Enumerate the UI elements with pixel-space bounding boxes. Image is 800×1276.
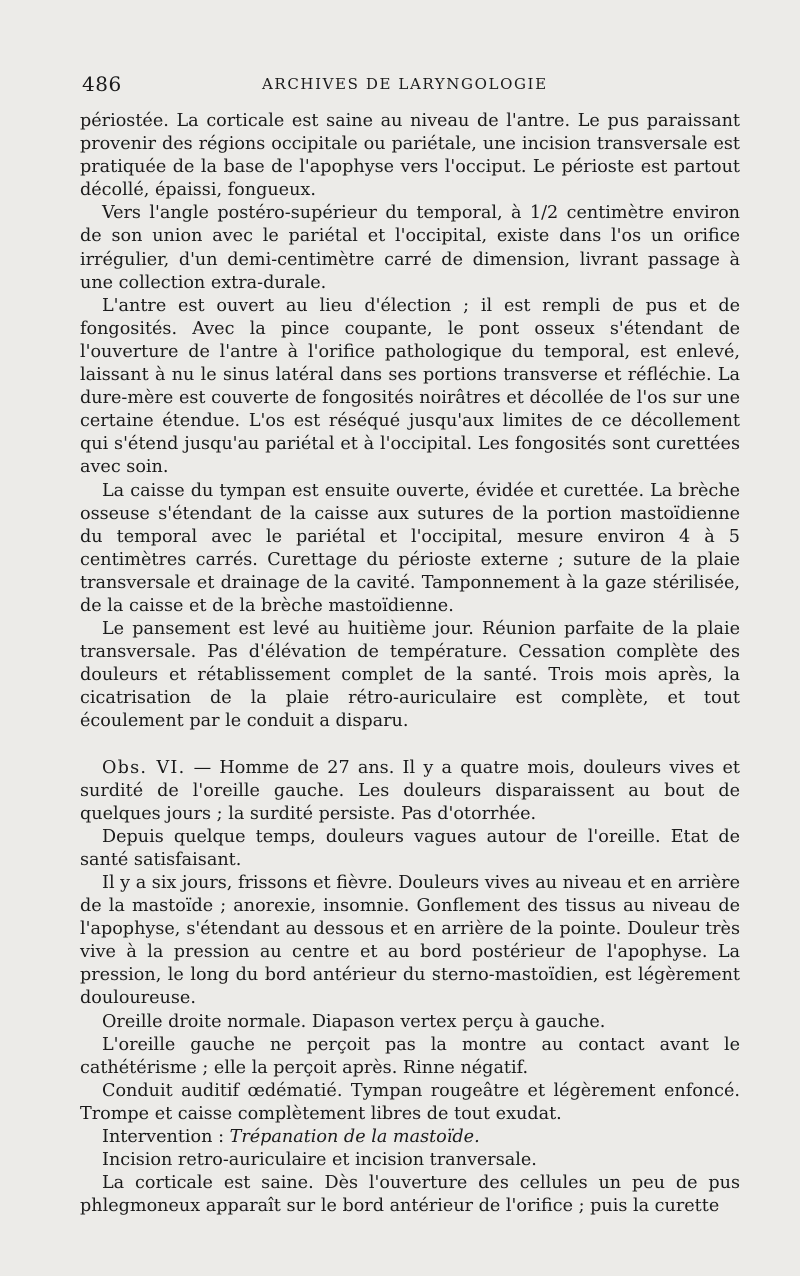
paragraph: périostée. La corticale est saine au niveau de l'antre. Le pus paraissant provenir des régions occipitale ou pariétale, une incision transversale est pratiquée de la base de l'apophyse vers l'occiput. Le périoste est partout décollé, épaissi, fongueux. <box>80 111 740 201</box>
observation-paragraph <box>80 757 740 826</box>
observation-label: Obs. VI. <box>102 757 186 778</box>
paragraph: Depuis quelque temps, douleurs vagues autour de l'oreille. Etat de santé satisfaisant. <box>80 826 740 870</box>
running-head: ARCHIVES DE LARYNGOLOGIE <box>262 75 548 93</box>
body-text <box>80 110 740 1218</box>
paragraph: Le pansement est levé au huitième jour. Réunion parfaite de la plaie transversale. Pas d'élévation de température. Cessation complète des douleurs et rétablissement complet de la santé. Trois mois après, la cicatrisation de la plaie rétro-auriculaire est complète, et tout écoulement par le conduit a disparu. <box>80 619 740 732</box>
observation-text: — Homme de 27 ans. Il y a quatre mois, douleurs vives et surdité de l'oreille gauche. Les douleurs disparaissent au bout de quelques jours ; la surdité persiste. Pas d'otorrhée. <box>80 757 741 824</box>
paragraph: L'oreille gauche ne perçoit pas la montre au contact avant le cathétérisme ; elle la perçoit après. Rinne négatif. <box>80 1034 740 1078</box>
intervention-paragraph <box>80 1126 740 1149</box>
paragraph: La caisse du tympan est ensuite ouverte, évidée et curettée. La brèche osseuse s'étendant de la caisse aux sutures de la portion mastoïdienne du temporal avec le pariétal et l'occipital, mesure environ 4 à 5 centimètres carrés. Curettage du périoste externe ; suture de la plaie transversale et drainage de la cavité. Tamponnement à la gaze stérilisée, de la caisse et de la brèche mastoïdienne. <box>80 480 740 616</box>
paragraph: La corticale est saine. Dès l'ouverture des cellules un peu de pus phlegmoneux apparaît sur le bord antérieur de l'orifice ; puis la curette <box>80 1173 740 1217</box>
paragraph: Incision retro-auriculaire et incision tranversale. <box>102 1150 537 1171</box>
intervention-label: Intervention : <box>102 1127 230 1148</box>
page-header <box>82 72 742 96</box>
paragraph: L'antre est ouvert au lieu d'élection ; il est rempli de pus et de fongosités. Avec la pince coupante, le pont osseux s'étendant de l'ouverture de l'antre à l'orifice pathologique du temporal, est enlevé, laissant à nu le sinus latéral dans ses portions transverse et réfléchie. La dure-mère est couverte de fongosités noirâtres et décollée de l'os sur une certaine étendue. L'os est réséqué jusqu'aux limites de ce décollement qui s'étend jusqu'au pariétal et à l'occipital. Les fongosités sont curettées avec soin. <box>80 295 740 478</box>
paragraph: Vers l'angle postéro-supérieur du temporal, à 1/2 centimètre environ de son union avec le pariétal et l'occipital, existe dans l'os un orifice irrégulier, d'un demi-centimètre carré de dimension, livrant passage à une collection extra-durale. <box>80 203 740 293</box>
intervention-title: Trépanation de la mastoïde. <box>229 1127 480 1148</box>
paragraph: Conduit auditif œdématié. Tympan rougeâtre et légèrement enfoncé. Trompe et caisse complètement libres de tout exudat. <box>80 1080 740 1124</box>
paragraph: Oreille droite normale. Diapason vertex perçu à gauche. <box>102 1011 606 1032</box>
page-number: 486 <box>82 72 122 96</box>
paragraph: Il y a six jours, frissons et fièvre. Douleurs vives au niveau et en arrière de la mastoïde ; anorexie, insomnie. Gonflement des tissus au niveau de l'apophyse, s'étendant au dessous et en arrière de la pointe. Douleur très vive à la pression au centre et au bord postérieur de l'apophyse. La pression, le long du bord antérieur du sterno-mastoïdien, est légèrement douloureuse. <box>80 873 740 1009</box>
